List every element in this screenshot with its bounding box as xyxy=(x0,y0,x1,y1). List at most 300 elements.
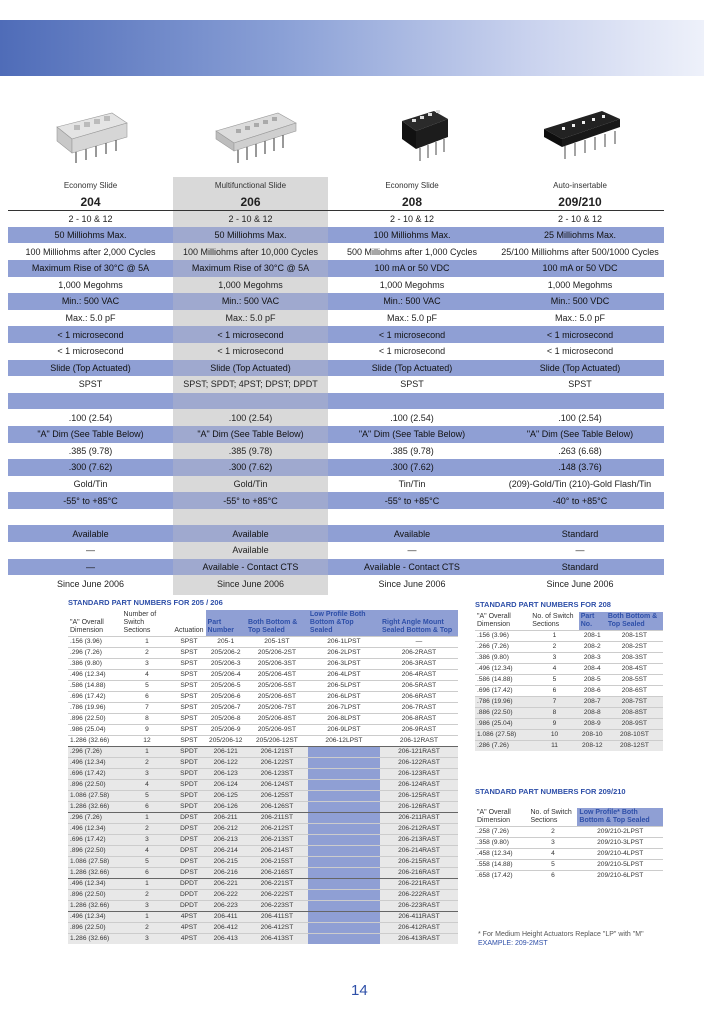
model-number: 206 xyxy=(173,194,328,211)
table-cell: 4PST xyxy=(172,912,205,923)
column-header: No. of Switch Sections xyxy=(530,809,572,825)
column-header: Low Profile* Both Bottom & Top Sealed xyxy=(577,808,663,827)
table-cell: 205/206-2ST xyxy=(246,648,308,659)
table-cell: DPDT xyxy=(172,879,205,890)
product-type: Auto-insertable xyxy=(553,180,607,190)
spec-row xyxy=(8,260,664,277)
table-cell: 206-215 xyxy=(206,857,246,868)
table-cell: 4PST xyxy=(172,934,205,945)
table-cell: — xyxy=(380,637,458,648)
table-row xyxy=(475,631,663,642)
table-cell: 205/206-12ST xyxy=(246,736,308,747)
spec-value: Max.: 5.0 pF xyxy=(386,313,438,324)
table-cell: SPDT xyxy=(172,747,205,758)
table-cell: 9 xyxy=(122,725,173,736)
spec-value: < 1 microsecond xyxy=(546,346,614,357)
spec-value: .385 (9.78) xyxy=(173,443,328,460)
table-cell: 3 xyxy=(528,838,577,849)
spec-value: < 1 microsecond xyxy=(8,326,173,343)
table-cell: 206-213 xyxy=(206,835,246,846)
table-cell: 1.086 (27.58) xyxy=(475,730,530,741)
table-cell: 4 xyxy=(122,846,173,857)
table-row xyxy=(68,637,458,648)
table-cell: 205/206-4ST xyxy=(246,670,308,681)
table-cell: .896 (22.50) xyxy=(68,890,122,901)
table-cell: 206-221ST xyxy=(246,879,308,890)
table-row xyxy=(475,827,663,838)
table-cell: 206-412 xyxy=(206,923,246,934)
table-cell: 5 xyxy=(122,791,173,802)
spec-value: Min.: 500 VAC xyxy=(173,293,328,310)
spec-value xyxy=(173,509,328,526)
table-row xyxy=(68,692,458,703)
table-cell xyxy=(308,780,380,791)
spec-value xyxy=(173,393,328,410)
spec-row xyxy=(8,293,664,310)
table-cell: 205/206-5ST xyxy=(246,681,308,692)
spec-value: 100 mA or 50 VDC xyxy=(328,260,496,277)
table-cell: 206-2LPST xyxy=(308,648,380,659)
table-cell: 206-411ST xyxy=(246,912,308,923)
spec-value: .100 (2.54) xyxy=(390,412,434,423)
table-cell xyxy=(308,769,380,780)
table-cell xyxy=(308,747,380,758)
spec-value: .300 (7.62) xyxy=(173,459,328,476)
spec-value: Standard xyxy=(496,559,664,576)
table-cell: .496 (12.34) xyxy=(68,824,122,835)
page-number: 14 xyxy=(351,982,368,999)
table-cell: 1.086 (27.58) xyxy=(68,857,122,868)
table-row xyxy=(68,648,458,659)
spec-row xyxy=(8,459,664,476)
spec-row xyxy=(8,310,664,327)
spec-value: Maximum Rise of 30°C @ 5A xyxy=(8,260,173,277)
spec-row xyxy=(8,277,664,294)
table-cell: .386 (9.80) xyxy=(68,659,122,670)
table-cell: 3 xyxy=(122,769,173,780)
table-cell: 206-411RAST xyxy=(380,912,458,923)
table-cell: 206-121 xyxy=(206,747,246,758)
spec-value: < 1 microsecond xyxy=(496,326,664,343)
table-cell: 206-126RAST xyxy=(380,802,458,813)
table-cell: .896 (22.50) xyxy=(68,780,122,791)
table-cell: 208-12 xyxy=(579,741,606,752)
table-cell: .156 (3.96) xyxy=(68,637,122,648)
table-cell: 206-12LPST xyxy=(308,736,380,747)
table-cell: .586 (14.88) xyxy=(475,675,530,686)
table-cell: 1.286 (32.66) xyxy=(68,901,122,912)
spec-value: "A" Dim (See Table Below) xyxy=(328,426,496,443)
spec-value: 100 Milliohms after 10,000 Cycles xyxy=(173,243,328,260)
table-cell: 208-2ST xyxy=(606,642,663,653)
table-cell: 206-216 xyxy=(206,868,246,879)
table-cell: 206-215RAST xyxy=(380,857,458,868)
spec-row xyxy=(8,360,664,377)
table-cell: .896 (22.50) xyxy=(68,714,122,725)
spec-value: 100 Milliohms Max. xyxy=(328,227,496,244)
table-cell: DPST xyxy=(172,824,205,835)
spec-value: "A" Dim (See Table Below) xyxy=(496,426,664,443)
table-cell: .496 (12.34) xyxy=(68,670,122,681)
table-cell: 208-4ST xyxy=(606,664,663,675)
table-cell: DPST xyxy=(172,835,205,846)
spec-value: 1,000 Megohms xyxy=(58,279,123,290)
table-cell: 206-5RAST xyxy=(380,681,458,692)
product-type: Multifunctional Slide xyxy=(214,180,287,190)
table-cell: .986 (25.04) xyxy=(475,719,530,730)
table-cell: 206-125RAST xyxy=(380,791,458,802)
spec-value: SPST xyxy=(400,379,424,390)
table-cell: 3 xyxy=(122,835,173,846)
table-cell: SPST xyxy=(172,703,205,714)
table-cell: .558 (14.88) xyxy=(475,860,528,871)
table-cell: 206-223 xyxy=(206,901,246,912)
table-cell: 7 xyxy=(530,697,578,708)
spec-value: .300 (7.62) xyxy=(8,459,173,476)
table-cell: 206-412ST xyxy=(246,923,308,934)
table-cell: 208-4 xyxy=(579,664,606,675)
table-cell: 208-3ST xyxy=(606,653,663,664)
spec-value: Max.: 5.0 pF xyxy=(554,313,606,324)
spec-row xyxy=(8,243,664,260)
header-banner xyxy=(0,20,704,76)
column-header: Part No. xyxy=(579,612,606,631)
table-cell: .886 (22.50) xyxy=(475,708,530,719)
spec-value xyxy=(8,393,173,410)
table-cell: 206-211 xyxy=(206,813,246,824)
table-row xyxy=(475,686,663,697)
table-cell: 206-212RAST xyxy=(380,824,458,835)
spec-value: Available - Contact CTS xyxy=(173,559,328,576)
table-cell: 3 xyxy=(530,653,578,664)
column-header: "A" Overall Dimension xyxy=(477,613,511,629)
table-cell: 205/206-9 xyxy=(206,725,246,736)
table-cell: 206-123RAST xyxy=(380,769,458,780)
spec-value: 1,000 Megohms xyxy=(547,279,613,290)
table-cell: .496 (12.34) xyxy=(475,664,530,675)
table-cell: 206-221RAST xyxy=(380,879,458,890)
table-cell: SPDT xyxy=(172,802,205,813)
table-row xyxy=(68,714,458,725)
spec-value: Gold/Tin xyxy=(173,476,328,493)
spec-value: Since June 2006 xyxy=(378,578,446,589)
column-header: Part Number xyxy=(206,610,246,637)
table-cell: SPST xyxy=(172,692,205,703)
spec-value: 2 - 10 & 12 xyxy=(68,213,113,224)
table-cell: 205/206-7 xyxy=(206,703,246,714)
part-numbers-208-table xyxy=(475,612,663,751)
table-cell xyxy=(308,868,380,879)
table-cell: 205/206-5 xyxy=(206,681,246,692)
spec-row xyxy=(8,426,664,443)
table-cell: DPST xyxy=(172,846,205,857)
table-cell: DPDT xyxy=(172,901,205,912)
spec-value: Available - Contact CTS xyxy=(328,559,496,576)
table-cell: 208-10ST xyxy=(606,730,663,741)
table-cell: .696 (17.42) xyxy=(68,769,122,780)
column-header: Both Bottom & Top Sealed xyxy=(606,612,663,631)
footnote xyxy=(478,930,698,948)
spec-value: 500 Milliohms after 1,000 Cycles xyxy=(346,246,478,257)
table-cell: 205/206-8ST xyxy=(246,714,308,725)
spec-value xyxy=(496,509,664,526)
spec-value: — xyxy=(86,545,95,556)
switch-204-image xyxy=(52,105,130,167)
table-cell: 208-9ST xyxy=(606,719,663,730)
spec-value: .385 (9.78) xyxy=(390,445,434,456)
spec-value: .100 (2.54) xyxy=(173,409,328,426)
product-type: Economy Slide xyxy=(63,180,118,190)
table-cell xyxy=(308,824,380,835)
table-cell: 8 xyxy=(122,714,173,725)
table-row xyxy=(68,780,458,791)
table-cell: .658 (17.42) xyxy=(475,871,528,882)
table-cell: 206-213ST xyxy=(246,835,308,846)
spec-value: Available xyxy=(173,542,328,559)
table-cell: 206-4LPST xyxy=(308,670,380,681)
table-cell: 206-126 xyxy=(206,802,246,813)
table-cell: 4 xyxy=(122,670,173,681)
table-row xyxy=(475,642,663,653)
spec-row xyxy=(8,509,664,526)
table-row xyxy=(68,813,458,824)
column-header: No. of Switch Sections xyxy=(532,613,574,629)
spec-value: Slide (Top Actuated) xyxy=(173,360,328,377)
table-row xyxy=(68,670,458,681)
spec-value: Min.: 500 VAC xyxy=(8,293,173,310)
spec-value: -55° to +85°C xyxy=(8,492,173,509)
switch-206-image xyxy=(212,105,300,167)
spec-value: 25/100 Milliohms after 500/1000 Cycles xyxy=(501,246,659,257)
spec-value: Available xyxy=(173,525,328,542)
table-cell: 206-223ST xyxy=(246,901,308,912)
table-cell: 206-8LPST xyxy=(308,714,380,725)
table-row xyxy=(68,857,458,868)
table-cell: 208-6ST xyxy=(606,686,663,697)
table-cell: .896 (22.50) xyxy=(68,923,122,934)
table-cell: .286 (7.26) xyxy=(475,741,530,752)
table-cell xyxy=(308,758,380,769)
table-row xyxy=(68,879,458,890)
table-cell: 6 xyxy=(528,871,577,882)
table-cell: 1.286 (32.66) xyxy=(68,868,122,879)
spec-value: Since June 2006 xyxy=(56,578,125,589)
table-cell: 208-5 xyxy=(579,675,606,686)
table-row xyxy=(68,659,458,670)
table-row xyxy=(68,725,458,736)
table-cell: 1.286 (32.66) xyxy=(68,934,122,945)
spec-row xyxy=(8,326,664,343)
spec-value: .148 (3.76) xyxy=(496,459,664,476)
spec-row xyxy=(8,559,664,576)
table-cell: 1 xyxy=(122,879,173,890)
part-numbers-209-210-table xyxy=(475,808,663,881)
table-cell: 1.286 (32.66) xyxy=(68,802,122,813)
table-cell: 209/210-6LPST xyxy=(577,871,663,882)
table-cell xyxy=(308,901,380,912)
column-header: Actuation xyxy=(174,627,204,635)
table-row xyxy=(68,923,458,934)
table-cell: 7 xyxy=(122,703,173,714)
table-cell: 206-125 xyxy=(206,791,246,802)
table-cell: 206-124RAST xyxy=(380,780,458,791)
table-cell: 206-126ST xyxy=(246,802,308,813)
table-row xyxy=(68,747,458,758)
table-cell: 1 xyxy=(122,813,173,824)
table-row xyxy=(68,890,458,901)
table-cell: 6 xyxy=(530,686,578,697)
table-cell: 5 xyxy=(530,675,578,686)
table-205-title: STANDARD PART NUMBERS FOR 205 / 206 xyxy=(68,598,223,607)
table-cell: 208-2 xyxy=(579,642,606,653)
spec-row xyxy=(8,575,664,592)
table-cell: 206-6RAST xyxy=(380,692,458,703)
spec-row xyxy=(8,492,664,509)
table-cell: .786 (19.96) xyxy=(68,703,122,714)
table-cell: 208-10 xyxy=(579,730,606,741)
spec-row xyxy=(8,476,664,493)
table-cell xyxy=(308,802,380,813)
spec-value: SPST xyxy=(568,379,592,390)
table-cell: 206-123 xyxy=(206,769,246,780)
table-row xyxy=(475,860,663,871)
table-cell: 1.086 (27.58) xyxy=(68,791,122,802)
table-cell: SPST xyxy=(172,736,205,747)
spec-row xyxy=(8,443,664,460)
table-cell: 4 xyxy=(122,780,173,791)
table-cell xyxy=(308,912,380,923)
table-cell: .458 (12.34) xyxy=(475,849,528,860)
spec-value: Since June 2006 xyxy=(546,578,614,589)
table-cell: 208-12ST xyxy=(606,741,663,752)
table-cell: 206-1LPST xyxy=(308,637,380,648)
table-cell: 206-3LPST xyxy=(308,659,380,670)
table-cell: .266 (7.26) xyxy=(475,642,530,653)
table-cell: 206-12RAST xyxy=(380,736,458,747)
spec-value: — xyxy=(575,545,585,556)
table-cell: 5 xyxy=(528,860,577,871)
table-cell: 206-222RAST xyxy=(380,890,458,901)
table-cell: 2 xyxy=(122,758,173,769)
spec-value: .263 (6.68) xyxy=(558,445,602,456)
table-cell xyxy=(308,846,380,857)
column-header: "A" Overall Dimension xyxy=(70,619,104,635)
table-cell: 6 xyxy=(122,868,173,879)
table-cell: 2 xyxy=(122,890,173,901)
switch-208-image xyxy=(396,105,452,167)
table-cell: 208-1 xyxy=(579,631,606,642)
table-cell: 206-211ST xyxy=(246,813,308,824)
table-cell: DPST xyxy=(172,813,205,824)
table-cell: 206-411 xyxy=(206,912,246,923)
table-row xyxy=(68,901,458,912)
spec-value xyxy=(496,393,664,410)
switch-209-image xyxy=(540,105,624,167)
table-cell: 206-121RAST xyxy=(380,747,458,758)
table-row xyxy=(475,730,663,741)
spec-value: 100 Milliohms after 2,000 Cycles xyxy=(25,246,156,257)
table-cell: 205-1 xyxy=(206,637,246,648)
table-cell: 1 xyxy=(530,631,578,642)
spec-value: Max.: 5.0 pF xyxy=(65,313,116,324)
spec-value: -55° to +85°C xyxy=(328,492,496,509)
table-cell: 208-9 xyxy=(579,719,606,730)
table-cell xyxy=(308,934,380,945)
spec-row xyxy=(8,376,664,393)
table-cell xyxy=(308,791,380,802)
footnote-text: * For Medium Height Actuators Replace "LP" with "M" xyxy=(478,931,644,938)
spec-value: .100 (2.54) xyxy=(68,412,113,423)
spec-value: -40° to +85°C xyxy=(496,492,664,509)
spec-value: 2 - 10 & 12 xyxy=(389,213,435,224)
table-cell: 2 xyxy=(122,923,173,934)
table-cell: 206-413ST xyxy=(246,934,308,945)
table-cell: 206-413 xyxy=(206,934,246,945)
table-cell: 205/206-8 xyxy=(206,714,246,725)
table-cell: 206-124ST xyxy=(246,780,308,791)
table-cell: 209/210-4LPST xyxy=(577,849,663,860)
table-cell: 2 xyxy=(528,827,577,838)
spec-value: 1,000 Megohms xyxy=(173,277,328,294)
table-cell xyxy=(308,923,380,934)
table-row xyxy=(475,719,663,730)
table-row xyxy=(68,824,458,835)
spec-value: 1,000 Megohms xyxy=(379,279,445,290)
spec-row xyxy=(8,542,664,559)
table-cell: .386 (9.80) xyxy=(475,653,530,664)
table-cell: SPDT xyxy=(172,791,205,802)
table-cell: 208-8ST xyxy=(606,708,663,719)
table-cell: 6 xyxy=(122,692,173,703)
table-cell: 8 xyxy=(530,708,578,719)
table-row xyxy=(68,791,458,802)
table-cell: 206-213RAST xyxy=(380,835,458,846)
spec-value: 2 - 10 & 12 xyxy=(173,210,328,227)
table-cell: 205/206-9ST xyxy=(246,725,308,736)
spec-value: Tin/Tin xyxy=(398,478,426,489)
table-cell: 206-121ST xyxy=(246,747,308,758)
table-cell: 206-214RAST xyxy=(380,846,458,857)
table-cell: .258 (7.26) xyxy=(475,827,528,838)
spec-row xyxy=(8,525,664,542)
model-number: 208 xyxy=(328,194,496,211)
table-cell: 208-7 xyxy=(579,697,606,708)
table-cell: 206-412RAST xyxy=(380,923,458,934)
spec-value xyxy=(328,509,496,526)
spec-value: 25 Milliohms Max. xyxy=(496,227,664,244)
spec-value: < 1 microsecond xyxy=(173,343,328,360)
table-cell: 206-9LPST xyxy=(308,725,380,736)
table-row xyxy=(475,708,663,719)
table-cell: 205/206-2 xyxy=(206,648,246,659)
spec-row xyxy=(8,393,664,410)
table-cell xyxy=(308,835,380,846)
table-row xyxy=(475,697,663,708)
spec-value: < 1 microsecond xyxy=(173,326,328,343)
table-row xyxy=(68,769,458,780)
table-cell: 208-5ST xyxy=(606,675,663,686)
table-cell: .696 (17.42) xyxy=(68,835,122,846)
table-row xyxy=(68,758,458,769)
table-row xyxy=(68,846,458,857)
table-cell: DPDT xyxy=(172,890,205,901)
table-cell: .296 (7.26) xyxy=(68,747,122,758)
table-cell: 209/210-5LPST xyxy=(577,860,663,871)
column-header: "A" Overall Dimension xyxy=(477,809,511,825)
table-cell: 206-6LPST xyxy=(308,692,380,703)
table-cell: 5 xyxy=(122,857,173,868)
column-header: Both Bottom & Top Sealed xyxy=(246,610,308,637)
